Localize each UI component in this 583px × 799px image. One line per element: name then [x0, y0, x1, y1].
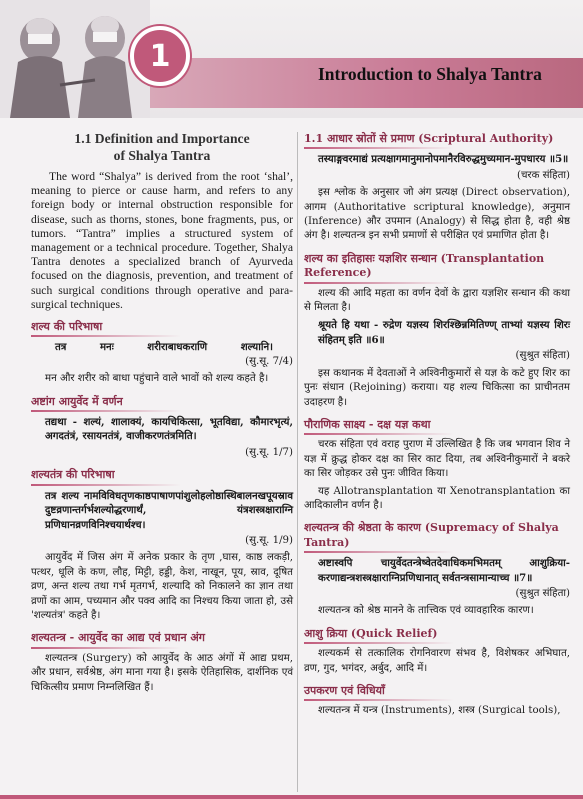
chapter-number-badge: 1: [130, 26, 190, 86]
verse-word: मनः: [99, 341, 114, 354]
shreshtha-verse: अष्टास्वपि चायुर्वेदतन्त्रेष्वेतदेवाधिकमभिमतम् आशुक्रिया-करणाद्यन्त्रशस्त्रक्षाराग्निप्रणिधानात् सर्वतन्त्रसामान्याच्च ॥7॥: [318, 557, 570, 584]
verse-word: तत्र: [55, 341, 67, 354]
ashtanga-reference: (सु.सू. 1/7): [245, 446, 293, 458]
verse-word: शरीराबाधकराणि: [147, 341, 208, 354]
shalyatantra-text: आयुर्वेद में जिस अंग में अनेक प्रकार के तृण ,घास, काष्ठ लकड़ी, पत्थर, धूलि के कण, लौह, मिट्टी, हड्डी, केश, नाखून, पूय, स्राव, दूषित व्रण, अन्त शल्य तथा गर्भ मृतगर्भ, शल्यादि को निकालने का ज्ञान तथा व्रणों का आम, पच्यमान और पक्व आदि का निश्चय किया जाता हो, उसे 'शल्यतंत्र' कहते है।: [31, 552, 293, 621]
heading-itihas: शल्य का इतिहासः यज्ञशिर सन्धान (Transplantation Reference): [304, 252, 570, 284]
itihas-verse: श्रूयते हि यथा - रुद्रेण यज्ञस्य शिरश्छिन्नमितिण्ण् ताभ्यां यज्ञस्य शिरः संहितम् इति ॥6॥: [318, 319, 570, 346]
heading-shalyatantra: शल्यतंत्र की परिभाषा: [31, 468, 293, 485]
itihas-reference: (सुश्रुत संहिता): [515, 350, 570, 362]
footer-band: [0, 795, 583, 799]
verse-reference: (सु.सू. 7/4): [245, 355, 293, 367]
pramana-verse: तस्याङ्गवरमाद्यं प्रत्यक्षागमानुमानोपमानैरविरुद्धमुच्यमान-मुपधारय ॥5॥: [318, 153, 569, 166]
shreshtha-text: शल्यतन्त्र को श्रेष्ठ मानने के तात्त्विक एवं व्यावहारिक कारण।: [318, 605, 534, 617]
chapter-header: [0, 0, 583, 118]
surgeons-illustration: [0, 0, 150, 118]
pramana-text: इस श्लोक के अनुसार जो अंग प्रत्यक्ष (Direct observation), आगम (Authoritative scriptural knowledge), अनुमान (Inference) और उपमान (Analogy) से सिद्ध होता है, वही श्रेष्ठ अंग है। शल्यतन्त्र इन सभी प्रमाणों से परीक्षित एवं प्रमाणित होता है।: [304, 187, 570, 242]
definition-verse: [31, 340, 293, 354]
heading-ashu-kriya: आशु क्रिया (Quick Relief): [304, 627, 570, 644]
chapter-title: Introduction to Shalya Tantra: [318, 64, 542, 84]
heading-definition: शल्य की परिभाषा: [31, 320, 293, 337]
shalyatantra-verse: तत्र शल्य नामविविधतृणकाष्ठपाषाणपांशुलोहलोष्ठास्थिबालनखपूयस्राव दुष्टव्रणान्तर्गर्भशल्योद्धरणार्थं, यंत्रशस्त्रक्षाराग्नि प्रणिधानव्रणविनिश्चयार्थश्च।: [45, 489, 293, 531]
section-title-line1: 1.1 Definition and Importance: [74, 131, 250, 146]
heading-pramana: 1.1 आधार स्रोतों से प्रमाण (Scriptural Authority): [304, 132, 570, 149]
shreshtha-reference: (सुश्रुत संहिता): [515, 587, 570, 599]
ashtanga-verse: तद्यथा - शल्यं, शालाक्यं, कायचिकित्सा, भूतविद्या, कौमारभृत्यं, अगदतंत्रं, रसायनतंत्रं, वाजीकरणतंत्रमिति।: [45, 416, 293, 443]
definition-text: मन और शरीर को बाधा पहुंचाने वाले भावों को शल्य कहते है।: [45, 373, 269, 385]
itihas-text-2: इस कथानक में देवताओं ने अश्विनीकुमारों से यज्ञ के कटे हुए शिर का पुनः संधान (Rejoining) कराया। यह शल्य चिकित्सा का प्राचीनतम उदाहरण है।: [304, 367, 570, 408]
shalyatantra-reference: (सु.सू. 1/9): [245, 534, 293, 546]
section-title: [31, 130, 293, 164]
pauranik-text: चरक संहिता एवं वराह पुराण में उल्लिखित है कि जब भगवान शिव ने यज्ञ में क्रुद्ध होकर दक्ष का सिर काट दिया, तब अश्विनीकुमारों ने बकरे का सिर जोड़कर उसे पुनः जीवित किया।: [304, 439, 570, 480]
itihas-text: शल्य की आदि महता का वर्णन देवों के द्वारा यज्ञशिर सन्धान की कथा से मिलता है।: [304, 287, 570, 314]
pauranik-text-2: यह Allotransplantation या Xenotransplantation का आदिकालीन वर्णन है।: [304, 485, 570, 511]
adya-text: शल्यतन्त्र (Surgery) को आयुर्वेद के आठ अंगों में आद्य प्रथम, और प्रधान, सर्वश्रेष्ठ, अंग माना गया है। इसके ऐतिहासिक, दार्शनिक एवं चिकित्सीय प्रमाण निम्नलिखित हैं।: [31, 652, 293, 693]
section-title-line2: of Shalya Tantra: [113, 148, 211, 163]
intro-paragraph: The word “Shalya” is derived from the root ‘shal’, meaning to pierce or cause harm, and refers to any foreign body or internal obstruction responsible for disease, such as thorns, stones, bone fragments, pus, or tumors. “Tantra” implies a structured system of management or a technical procedure. Together, Shalya Tantra denotes a specialized branch of Ayurveda focused on the diagnosis, prevention, and treatment of such surgical conditions through operative and para-surgical techniques.: [31, 170, 293, 311]
heading-ashtanga: अष्टांग आयुर्वेद में वर्णन: [31, 395, 293, 412]
heading-upakaran: उपकरण एवं विधियाँ: [304, 684, 570, 701]
upakaran-text: शल्यतन्त्र में यन्त्र (Instruments), शस्त्र (Surgical tools),: [318, 705, 561, 717]
ashu-text: शल्यकर्म से तत्कालिक रोगनिवारण संभव है, विशेषकर अभिघात, व्रण, गुद, भगंदर, अर्बुद, आदि में।: [304, 648, 570, 674]
heading-shreshtha: शल्यतन्त्र की श्रेष्ठता के कारण (Supremacy of Shalya Tantra): [304, 521, 570, 553]
heading-pauranik: पौराणिक साक्ष्य - दक्ष यज्ञ कथा: [304, 418, 570, 435]
heading-adya: शल्यतन्त्र - आयुर्वेद का आद्य एवं प्रधान अंग: [31, 631, 293, 648]
right-column: [304, 128, 570, 722]
left-column: [31, 128, 293, 698]
column-divider: [297, 132, 298, 792]
verse-word: शल्यानि।: [240, 341, 273, 354]
pramana-reference: (चरक संहिता): [516, 169, 570, 181]
